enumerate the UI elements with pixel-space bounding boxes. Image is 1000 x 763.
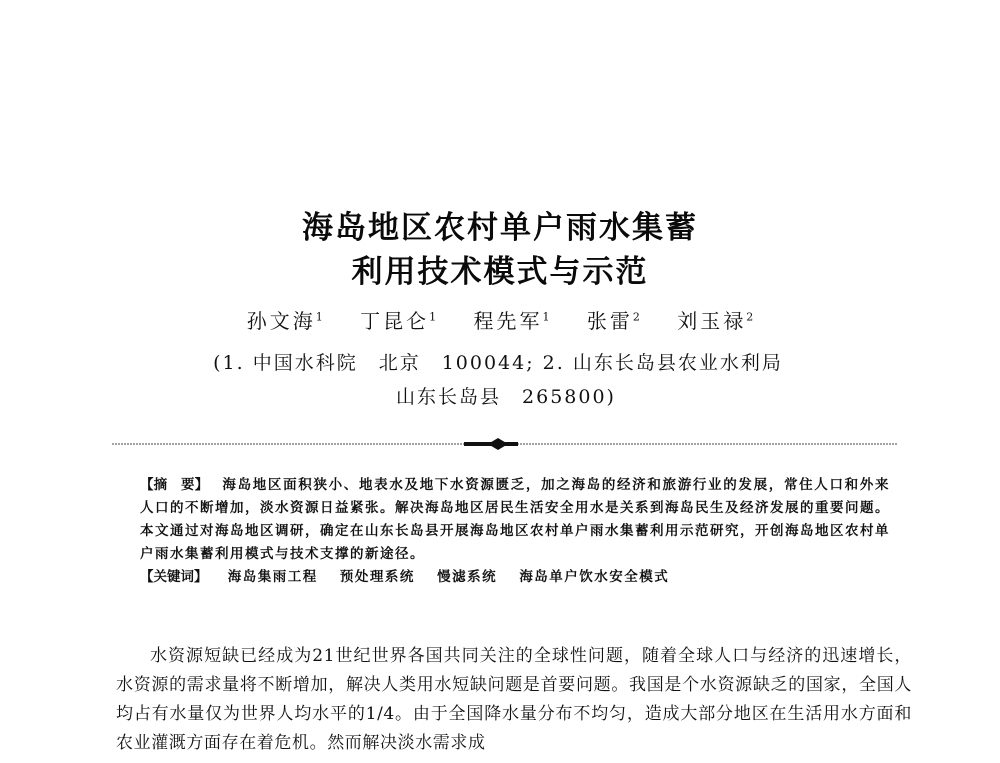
affiliation-line-2: 山东长岛县 265800) xyxy=(396,386,616,408)
author-affiliation-mark: 1 xyxy=(542,310,550,324)
author-affiliation-mark: 1 xyxy=(429,310,437,324)
keyword: 海岛集雨工程 xyxy=(227,569,318,585)
author xyxy=(247,309,323,333)
keywords-line xyxy=(140,566,890,589)
keywords-label: 【关键词】 xyxy=(140,569,208,585)
abstract-text: 海岛地区面积狭小、地表水及地下水资源匮乏，加之海岛的经济和旅游行业的发展，常住人口和外来人口的不断增加，淡水资源日益紧张。解决海岛地区居民生活安全用水是关系到海岛民生及经济发展的重要问题。本文通过对海岛地区调研，确定在山东长岛县开展海岛地区农村单户雨水集蓄利用示范研究，开创海岛地区农村单户雨水集蓄利用模式与技术支撑的新途径。 xyxy=(140,477,891,562)
author-affiliation-mark: 2 xyxy=(746,310,754,324)
affiliation-line-1: (1. 中国水科院 北京 100044; 2. 山东长岛县农业水利局 xyxy=(213,352,783,374)
author-name: 程先军 xyxy=(473,309,543,333)
author-name: 丁昆仑 xyxy=(360,309,430,333)
keyword: 海岛单户饮水安全模式 xyxy=(519,569,670,585)
author-list xyxy=(0,305,1000,334)
author-name: 孙文海 xyxy=(246,309,316,333)
author-name: 张雷 xyxy=(586,309,633,333)
author xyxy=(587,309,640,333)
body-paragraph: 水资源短缺已经成为21世纪世界各国共同关注的全球性问题，随着全球人口与经济的迅速增长，水资源的需求量将不断增加，解决人类用水短缺问题是首要问题。我国是个水资源缺乏的国家，全国人均占有水量仅为世界人均水平的1/4。由于全国降水量分布不均匀，造成大部分地区在生活用水方面和农业灌溉方面存在着危机。然而解决淡水需求成 xyxy=(116,646,912,753)
keyword: 慢滤系统 xyxy=(437,569,498,585)
author-affiliation-mark: 1 xyxy=(315,310,323,324)
author xyxy=(474,309,550,333)
abstract-label: 【摘 要】 xyxy=(140,477,209,493)
author-affiliation-mark: 2 xyxy=(632,310,640,324)
paper-title-line-2: 利用技术模式与示范 xyxy=(351,254,649,290)
author xyxy=(360,309,436,333)
abstract-block xyxy=(140,474,890,589)
keyword: 预处理系统 xyxy=(339,569,415,585)
section-divider xyxy=(112,438,898,450)
author xyxy=(677,309,753,333)
paper-title-line-1: 海岛地区农村单户雨水集蓄 xyxy=(302,210,698,246)
author-name: 刘玉禄 xyxy=(677,309,747,333)
